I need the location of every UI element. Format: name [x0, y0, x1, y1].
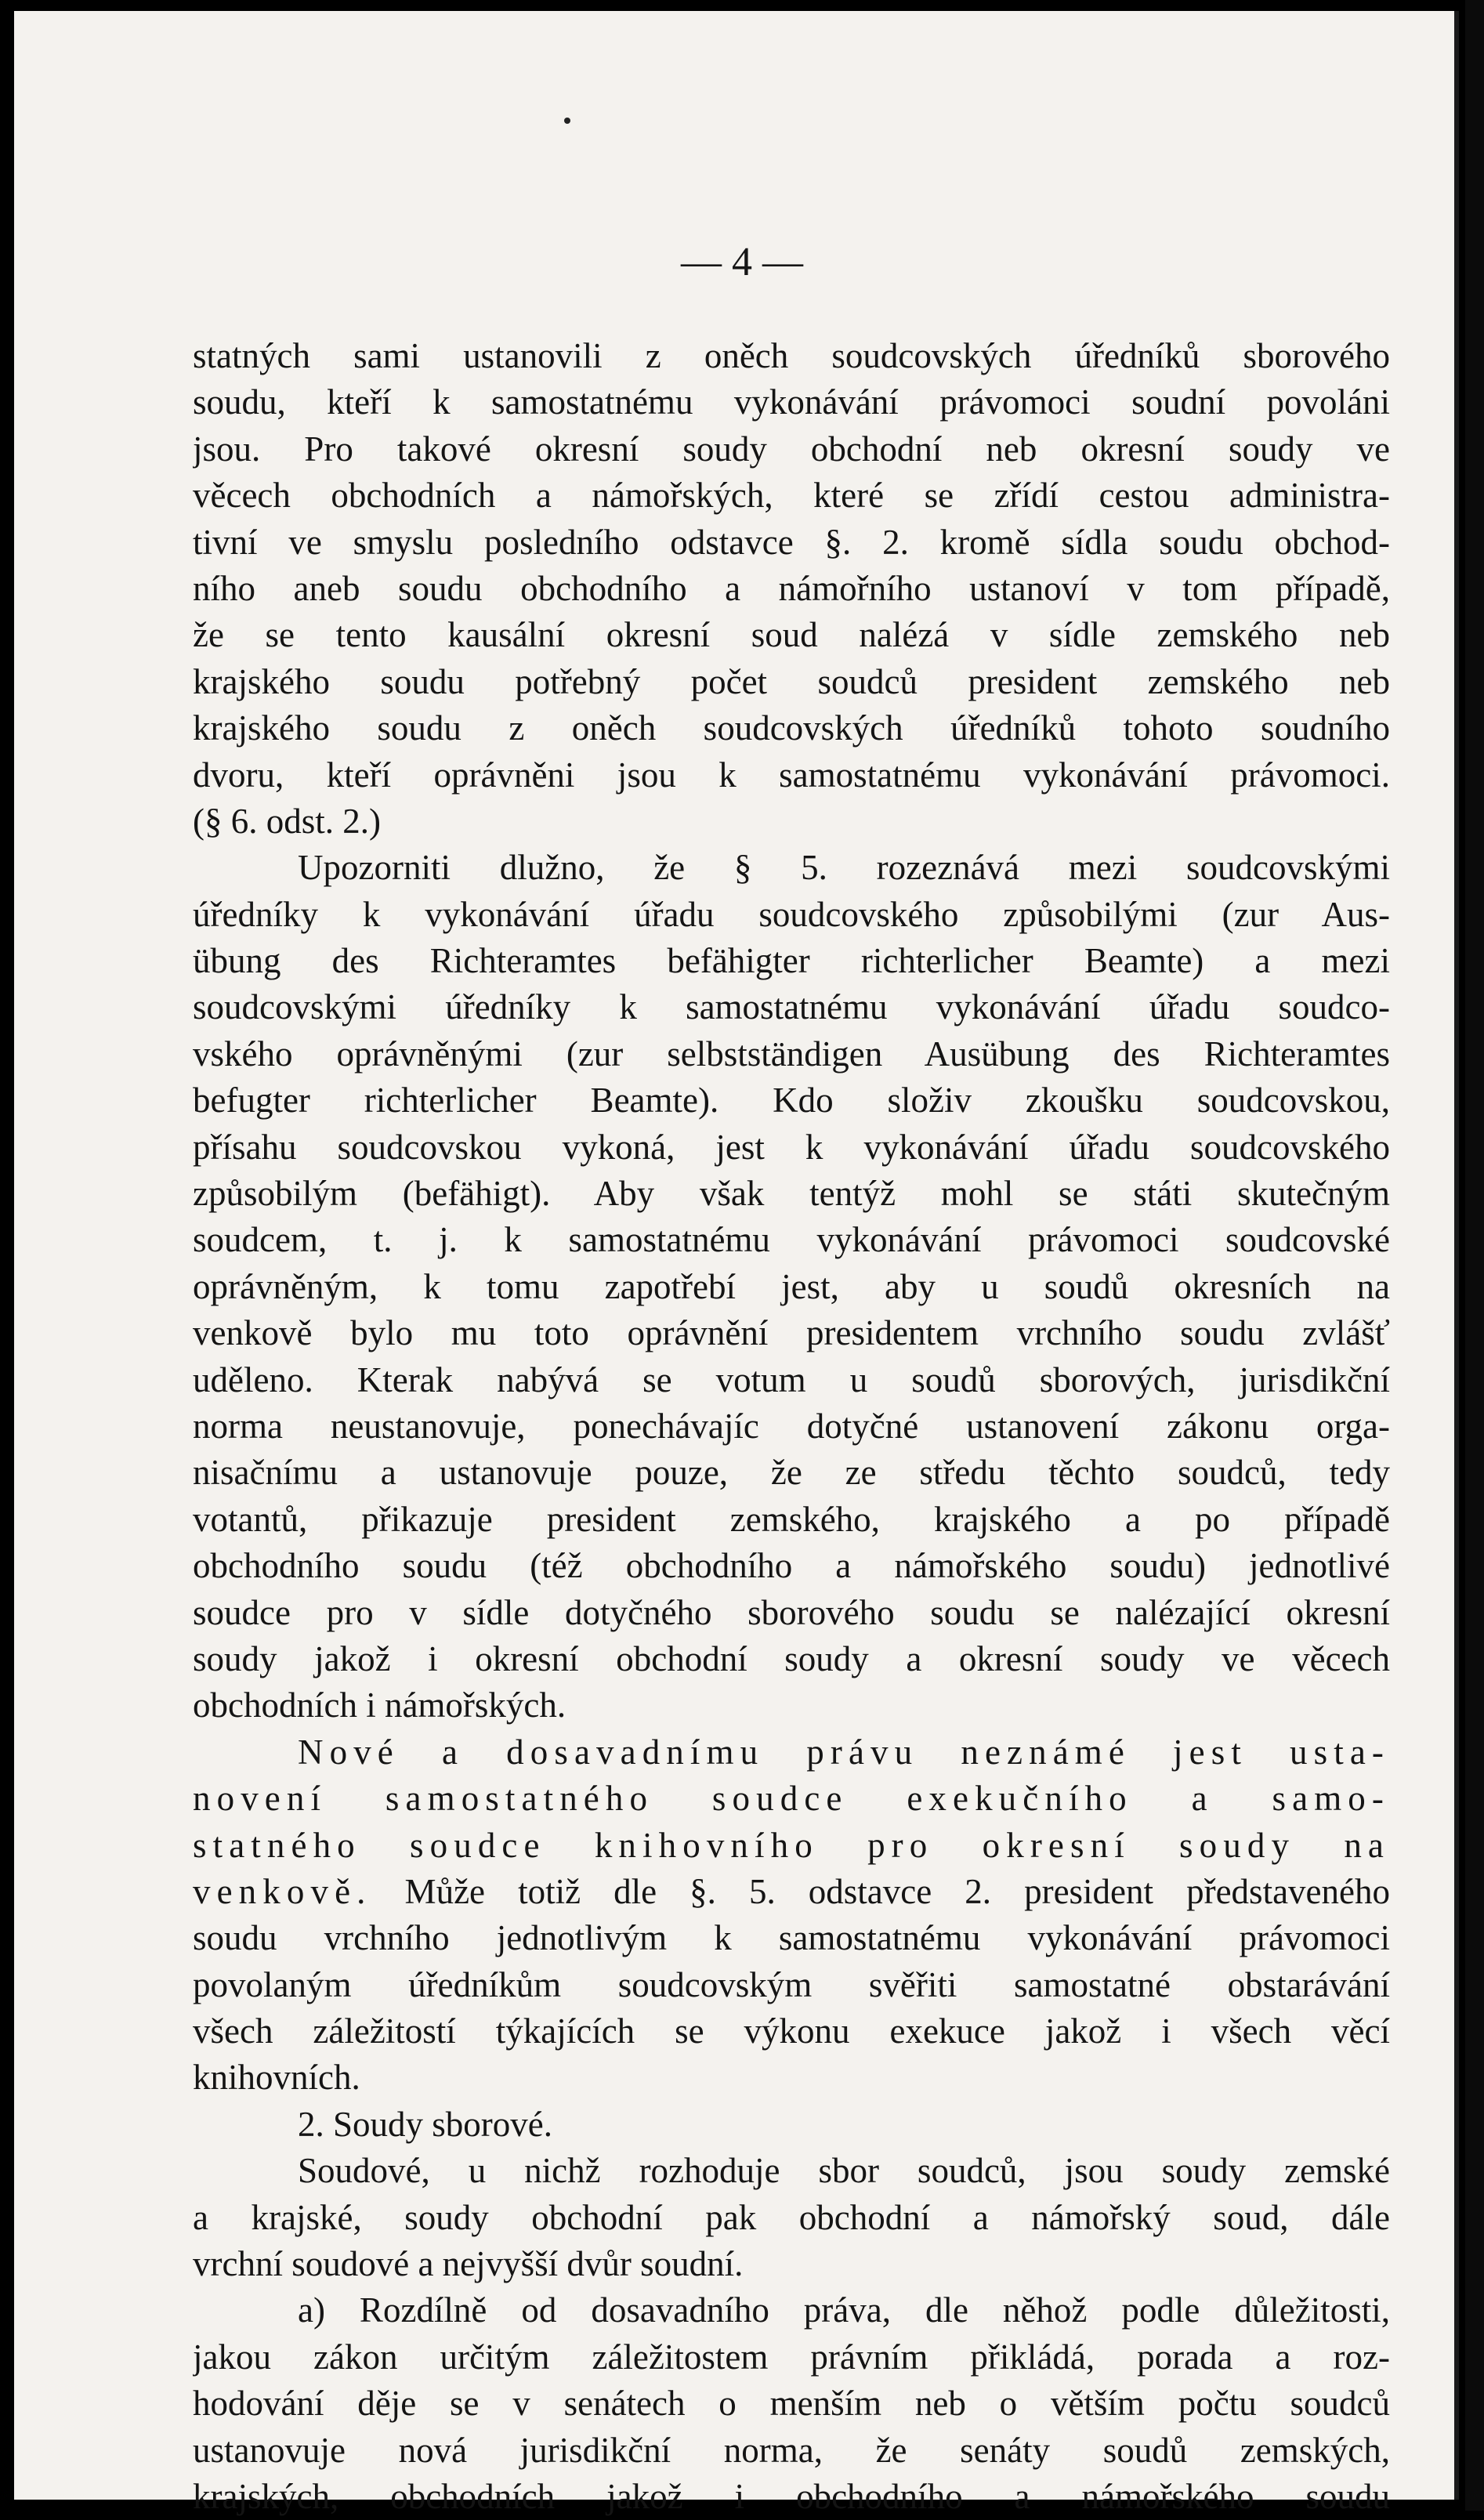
text-line: Upozorniti dlužno, že § 5. rozeznává mezi soudcovskými [298, 848, 1390, 888]
text-line: krajského soudu z oněch soudcovských úředníků tohoto soudního [193, 708, 1390, 748]
text-line: způsobilým (befähigt). Aby však tentýž mohl se státi skutečným [193, 1174, 1390, 1214]
text-line: a krajské, soudy obchodní pak obchodní a námořský soud, dále [193, 2197, 1390, 2237]
text-line: tivní ve smyslu posledního odstavce §. 2. kromě sídla soudu obchod- [193, 522, 1390, 562]
text-line: knihovních. [193, 2058, 360, 2098]
text-line: statných sami ustanovili z oněch soudcovských úředníků sborového [193, 336, 1390, 375]
text-line [193, 1869, 1390, 1915]
text-line: (§ 6. odst. 2.) [193, 801, 381, 841]
text-line: obchodních i námořských. [193, 1685, 566, 1725]
text-line: ního aneb soudu obchodního a námořního ustanoví v tom případě, [193, 568, 1390, 608]
text-line: soudu vrchního jednotlivým k samostatnému vykonávání právomoci [193, 1918, 1390, 1958]
text-line: votantů, přikazuje president zemského, krajského a po případě [193, 1499, 1390, 1539]
text-line: obchodního soudu (též obchodního a námořského soudu) jednotlivé [193, 1546, 1390, 1586]
text-line: übung des Richteramtes befähigter richterlicher Beamte) a mezi [193, 941, 1390, 981]
text-run: Může totiž dle §. 5. odstavce 2. president představeného [371, 1871, 1390, 1911]
text-line: uděleno. Kterak nabývá se votum u soudů sborových, jurisdikční [193, 1360, 1390, 1399]
text-line: úředníky k vykonávání úřadu soudcovského způsobilými (zur Aus- [193, 894, 1390, 934]
speck [564, 118, 570, 124]
text-line: vrchní soudové a nejvyšší dvůr soudní. [193, 2244, 744, 2284]
text-line: soudcovskými úředníky k samostatnému vykonávání úřadu soudco- [193, 987, 1390, 1027]
text-line: krajského soudu potřebný počet soudců president zemského neb [193, 661, 1390, 701]
text-line: krajských, obchodních jakož i obchodního a námořského soudu [193, 2476, 1390, 2516]
text-line: soudce pro v sídle dotyčného sborového soudu se nalézající okresní [193, 1592, 1390, 1632]
body-text [193, 333, 1390, 2520]
scan-border [1465, 0, 1484, 2511]
text-line: a) Rozdílně od dosavadního práva, dle něhož podle důležitosti, [298, 2290, 1390, 2330]
text-line: norma neustanovuje, ponechávajíc dotyčné ustanovení zákonu orga- [193, 1406, 1390, 1446]
text-line-emphasis: statného soudce knihovního pro okresní soudy na [193, 1825, 1390, 1865]
text-line-emphasis: novení samostatného soudce exekučního a samo- [193, 1779, 1390, 1819]
text-line: všech záležitostí týkajících se výkonu exekuce jakož i všech věcí [193, 2011, 1390, 2051]
text-line: soudcem, t. j. k samostatnému vykonávání právomoci soudcovské [193, 1220, 1390, 1260]
text-line: oprávněným, k tomu zapotřebí jest, aby u soudů okresních na [193, 1266, 1390, 1306]
text-line: soudy jakož i okresní obchodní soudy a okresní soudy ve věcech [193, 1638, 1390, 1678]
text-line: vského oprávněnými (zur selbstständigen Ausübung des Richteramtes [193, 1034, 1390, 1074]
text-line: že se tento kausální okresní soud nalézá v sídle zemského neb [193, 615, 1390, 655]
text-line: soudu, kteří k samostatnému vykonávání právomoci soudní povoláni [193, 382, 1390, 422]
text-line: dvoru, kteří oprávněni jsou k samostatnému vykonávání právomoci. [193, 755, 1390, 795]
text-line: Soudové, u nichž rozhoduje sbor soudců, jsou soudy zemské [298, 2151, 1390, 2191]
emphasis-word: venkově. [193, 1871, 372, 1911]
text-line: hodování děje se v senátech o menším neb o větším počtu soudců [193, 2384, 1390, 2424]
text-line: jsou. Pro takové okresní soudy obchodní neb okresní soudy ve [193, 429, 1390, 469]
text-line: přísahu soudcovskou vykoná, jest k vykonávání úřadu soudcovského [193, 1127, 1390, 1167]
text-line: befugter richterlicher Beamte). Kdo složiv zkoušku soudcovskou, [193, 1081, 1390, 1121]
text-line: venkově bylo mu toto oprávnění presidentem vrchního soudu zvlášť [193, 1313, 1390, 1353]
text-line: povolaným úředníkům soudcovským svěřiti samostatné obstarávání [193, 1964, 1390, 2004]
page-number: — 4 — [681, 240, 803, 284]
text-line: nisačnímu a ustanovuje pouze, že ze středu těchto soudců, tedy [193, 1453, 1390, 1493]
text-line-emphasis: Nové a dosavadnímu právu neznámé jest usta- [298, 1732, 1390, 1772]
text-line: ustanovuje nová jurisdikční norma, že senáty soudů zemských, [193, 2430, 1390, 2470]
text-line: věcech obchodních a námořských, které se zřídí cestou administra- [193, 476, 1390, 516]
section-heading: 2. Soudy sborové. [298, 2104, 552, 2144]
text-line: jakou zákon určitým záležitostem právním přikládá, porada a roz- [193, 2337, 1390, 2377]
